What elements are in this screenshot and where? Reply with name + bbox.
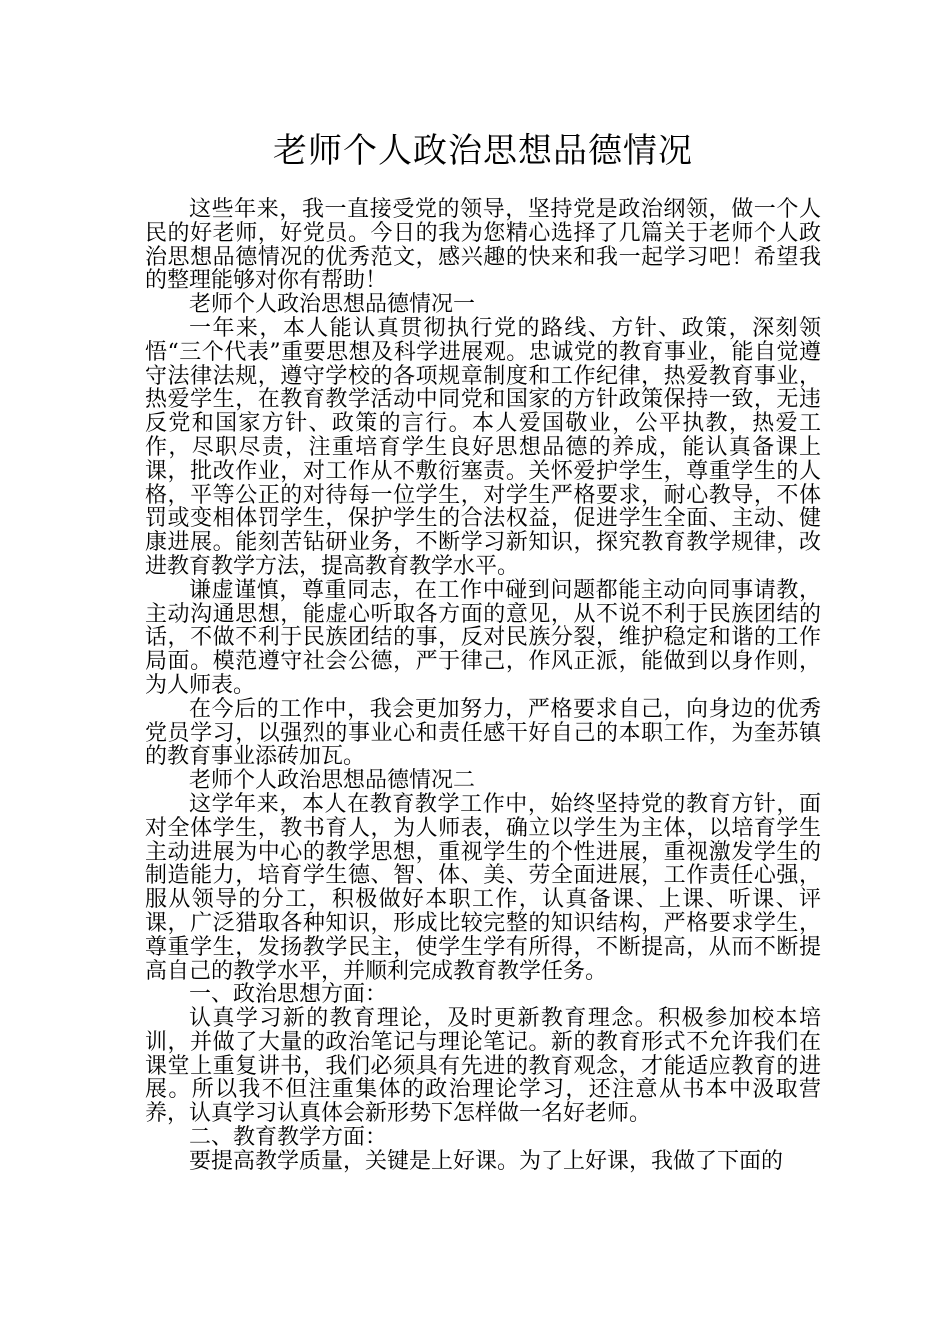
intro-paragraph: 这些年来，我一直接受党的领导，坚持党是政治纲领，做一个人民的好老师，好党员。今日的我为您精心选择了几篇关于老师个人政治思想品德情况的优秀范文，感兴趣的快来和我一起学习吧！希望我的整理能够对你有帮助！ bbox=[145, 197, 821, 294]
section-heading-one: 老师个人政治思想品德情况一 bbox=[189, 292, 476, 318]
body-paragraph: 谦虚谨慎，尊重同志，在工作中碰到问题都能主动向同事请教，主动沟通思想，能虚心听取各方面的意见，从不说不利于民族团结的话，不做不利于民族团结的事，反对民族分裂，维护稳定和谐的工作局面。模范遵守社会公德，严于律己，作风正派，能做到以身作则，为人师表。 bbox=[145, 577, 821, 698]
body-paragraph: 认真学习新的教育理论，及时更新教育理念。积极参加校本培训，并做了大量的政治笔记与理论笔记。新的教育形式不允许我们在课堂上重复讲书，我们必须具有先进的教育观念，才能适应教育的进展。所以我不但注重集体的政治理论学习，还注意从书本中汲取营养，认真学习认真体会新形势下怎样做一名好老师。 bbox=[145, 1006, 821, 1127]
subheading-political: 一、政治思想方面： bbox=[189, 982, 388, 1008]
subheading-teaching: 二、教育教学方面： bbox=[189, 1125, 388, 1151]
body-paragraph: 一年来，本人能认真贯彻执行党的路线、方针、政策，深刻领悟“三个代表”重要思想及科学进展观。忠诚党的教育事业，能自觉遵守法律法规，遵守学校的各项规章制度和工作纪律，热爱教育事业，热爱学生，在教育教学活动中同党和国家的方针政策保持一致，无违反党和国家方针、政策的言行。本人爱国敬业，公平执教，热爱工作，尽职尽责，注重培育学生良好思想品德的养成，能认真备课上课，批改作业，对工作从不敷衍塞责。关怀爱护学生，尊重学生的人格，平等公正的对待每一位学生，对学生严格要求，耐心教导，不体罚或变相体罚学生，保护学生的合法权益，促进学生全面、主动、健康进展。能刻苦钻研业务，不断学习新知识，探究教育教学规律，改进教育教学方法，提高教育教学水平。 bbox=[145, 315, 821, 579]
document-body bbox=[145, 198, 821, 1174]
document-title: 老师个人政治思想品德情况 bbox=[273, 131, 693, 171]
document-page bbox=[145, 128, 821, 1174]
body-paragraph: 要提高教学质量，关键是上好课。为了上好课，我做了下面的 bbox=[189, 1148, 784, 1174]
body-paragraph: 这学年来，本人在教育教学工作中，始终坚持党的教育方针，面对全体学生，教书育人，为人师表，确立以学生为主体，以培育学生主动进展为中心的教学思想，重视学生的个性进展，重视激发学生的制造能力，培育学生德、智、体、美、劳全面进展，工作责任心强，服从领导的分工，积极做好本职工作，认真备课、上课、听课、评课，广泛猎取各种知识，形成比较完整的知识结构，严格要求学生，尊重学生，发扬教学民主，使学生学有所得，不断提高，从而不断提高自己的教学水平，并顺利完成教育教学任务。 bbox=[145, 791, 821, 984]
section-heading-two: 老师个人政治思想品德情况二 bbox=[189, 768, 476, 794]
body-paragraph: 在今后的工作中，我会更加努力，严格要求自己，向身边的优秀党员学习，以强烈的事业心和责任感干好自己的本职工作，为奎苏镇的教育事业添砖加瓦。 bbox=[145, 696, 821, 770]
